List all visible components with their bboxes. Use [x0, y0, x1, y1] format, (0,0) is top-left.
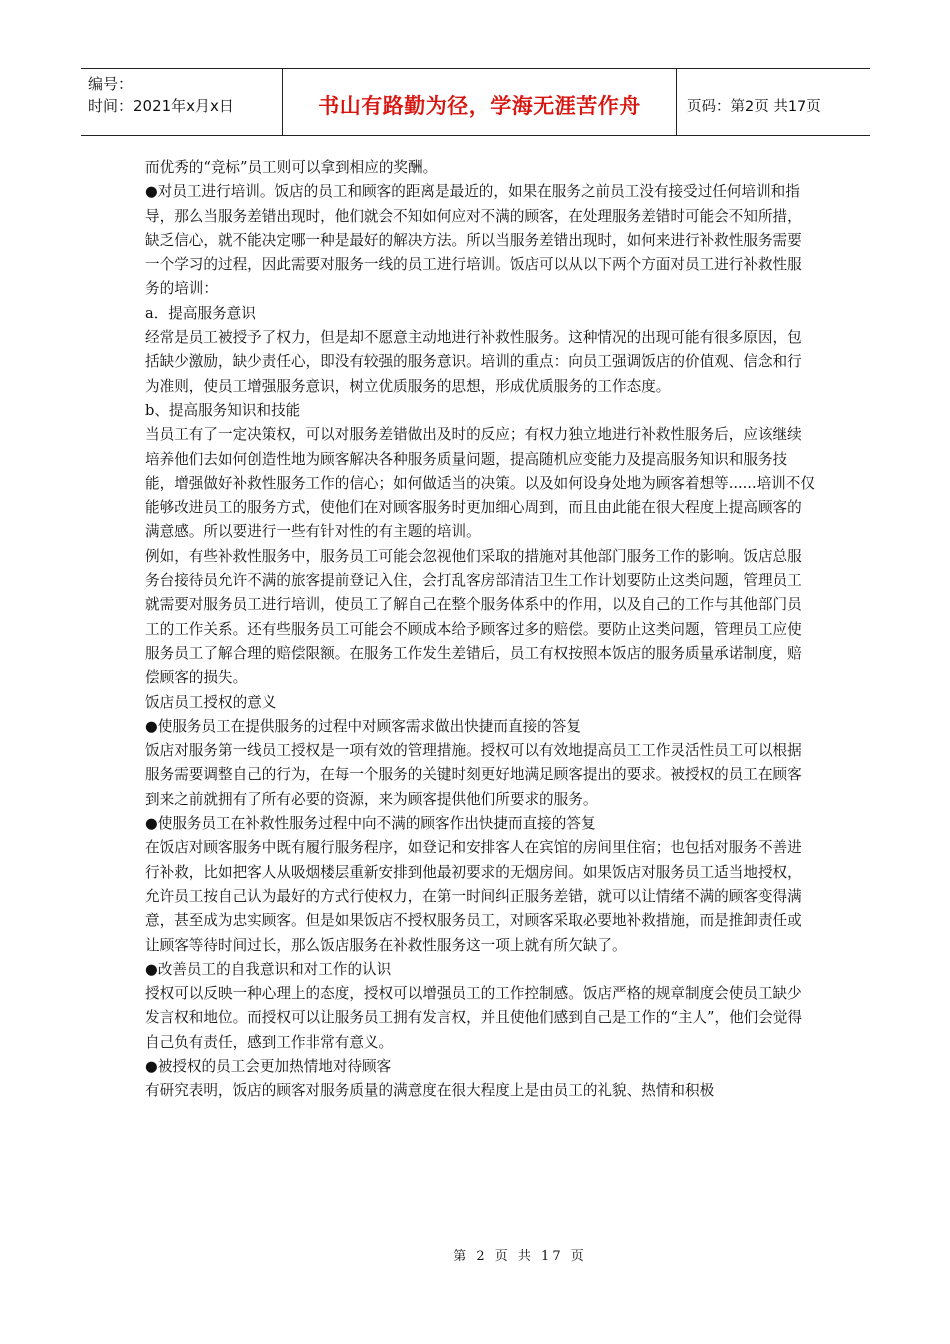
paragraph: 饭店对服务第一线员工授权是一项有效的管理措施。授权可以有效地提高员工工作灵活性员工可以根据服务需要调整自己的行为，在每一个服务的关键时刻更好地满足顾客提出的要求。被授权的员工在顾客到来之前就拥有了所有必要的资源，来为顾客提供他们所要求的服务。 — [145, 742, 802, 808]
header-meta-cell — [81, 69, 283, 135]
page-info: 页码：第2页 共17页 — [687, 98, 821, 115]
paragraph: 经常是员工被授予了权力，但是却不愿意主动地进行补救性服务。这种情况的出现可能有很多原因，包括缺少激励，缺少责任心，即没有较强的服务意识。培训的重点：向员工强调饭店的价值观、信念和行为准则，使员工增强服务意识，树立优质服务的思想，形成优质服务的工作态度。 — [145, 329, 802, 395]
number-label: 编号： — [88, 75, 134, 93]
bullet-heading: ●使服务员工在补救性服务过程中向不满的顾客作出快捷而直接的答复 — [145, 815, 596, 833]
paragraph: 授权可以反映一种心理上的态度，授权可以增强员工的工作控制感。饭店严格的规章制度会使员工缺少发言权和地位。而授权可以让服务员工拥有发言权，并且使他们感到自己是工作的“主人”，他们会觉得自己负有责任，感到工作非常有意义。 — [145, 985, 803, 1051]
paragraph: 在饭店对顾客服务中既有履行服务程序，如登记和安排客人在宾馆的房间里住宿；也包括对服务不善进行补救，比如把客人从吸烟楼层重新安排到他最初要求的无烟房间。如果饭店对服务员工适当地授权，允许员工按自己认为最好的方式行使权力，在第一时间纠正服务差错，就可以让情绪不满的顾客变得满意，甚至成为忠实顾客。但是如果饭店不授权服务员工，对顾客采取必要地补救措施，而是推卸责任或让顾客等待时间过长，那么饭店服务在补救性服务这一项上就有所欠缺了。 — [145, 839, 802, 954]
header-motto-cell — [283, 69, 677, 135]
time-label: 时间：2021年x月x日 — [88, 97, 234, 115]
paragraph: 例如，有些补救性服务中，服务员工可能会忽视他们采取的措施对其他部门服务工作的影响。饭店总服务台接待员允许不满的旅客提前登记入住，会打乱客房部清洁卫生工作计划要防止这类问题，管理员工就需要对服务员工进行培训，使员工了解自己在整个服务体系中的作用，以及自己的工作与其他部门员工的工作关系。还有些服务员工可能会不顾成本给予顾客过多的赔偿。要防止这类问题，管理员工应使服务员工了解合理的赔偿限额。在服务工作发生差错后，员工有权按照本饭店的服务质量承诺制度，赔偿顾客的损失。 — [145, 547, 802, 687]
document-body — [145, 156, 815, 1104]
motto-text: 书山有路勤为径，学海无涯苦作舟 — [318, 93, 641, 118]
bullet-heading: ●被授权的员工会更加热情地对待顾客 — [145, 1057, 392, 1075]
paragraph: 而优秀的“竞标”员工则可以拿到相应的奖酬。 — [145, 159, 438, 176]
header-page-cell — [677, 72, 870, 138]
document-header — [81, 68, 870, 136]
subheading: a．提高服务意识 — [145, 304, 256, 322]
paragraph: 有研究表明，饭店的顾客对服务质量的满意度在很大程度上是由员工的礼貌、热情和积极 — [145, 1082, 715, 1100]
paragraph: ●对员工进行培训。饭店的员工和顾客的距离是最近的，如果在服务之前员工没有接受过任何培训和指导，那么当服务差错出现时，他们就会不知如何应对不满的顾客，在处理服务差错时可能会不知所措，缺乏信心，就不能决定哪一种是最好的解决方法。所以当服务差错出现时，如何来进行补救性服务需要一个学习的过程，因此需要对服务一线的员工进行培训。饭店可以从以下两个方面对员工进行补救性服务的培训： — [145, 183, 802, 298]
paragraph: 当员工有了一定决策权，可以对服务差错做出及时的反应；有权力独立地进行补救性服务后，应该继续培养他们去如何创造性地为顾客解决各种服务质量问题，提高随机应变能力及提高服务知识和服务技能，增强做好补救性服务工作的信心；如何做适当的决策。以及如何设身处地为顾客着想等......培训不仅能够改进员工的服务方式，使他们在对顾客服务时更加细心周到，而且由此能在很大程度上提高顾客的满意感。所以要进行一些有针对性的有主题的培训。 — [145, 426, 815, 541]
section-heading: 饭店员工授权的意义 — [145, 693, 277, 711]
subheading: b、提高服务知识和技能 — [145, 401, 301, 419]
page-footer: 第 2 页 共 17 页 — [453, 1249, 587, 1264]
bullet-heading: ●改善员工的自我意识和对工作的认识 — [145, 960, 392, 978]
bullet-heading: ●使服务员工在提供服务的过程中对顾客需求做出快捷而直接的答复 — [145, 717, 581, 735]
